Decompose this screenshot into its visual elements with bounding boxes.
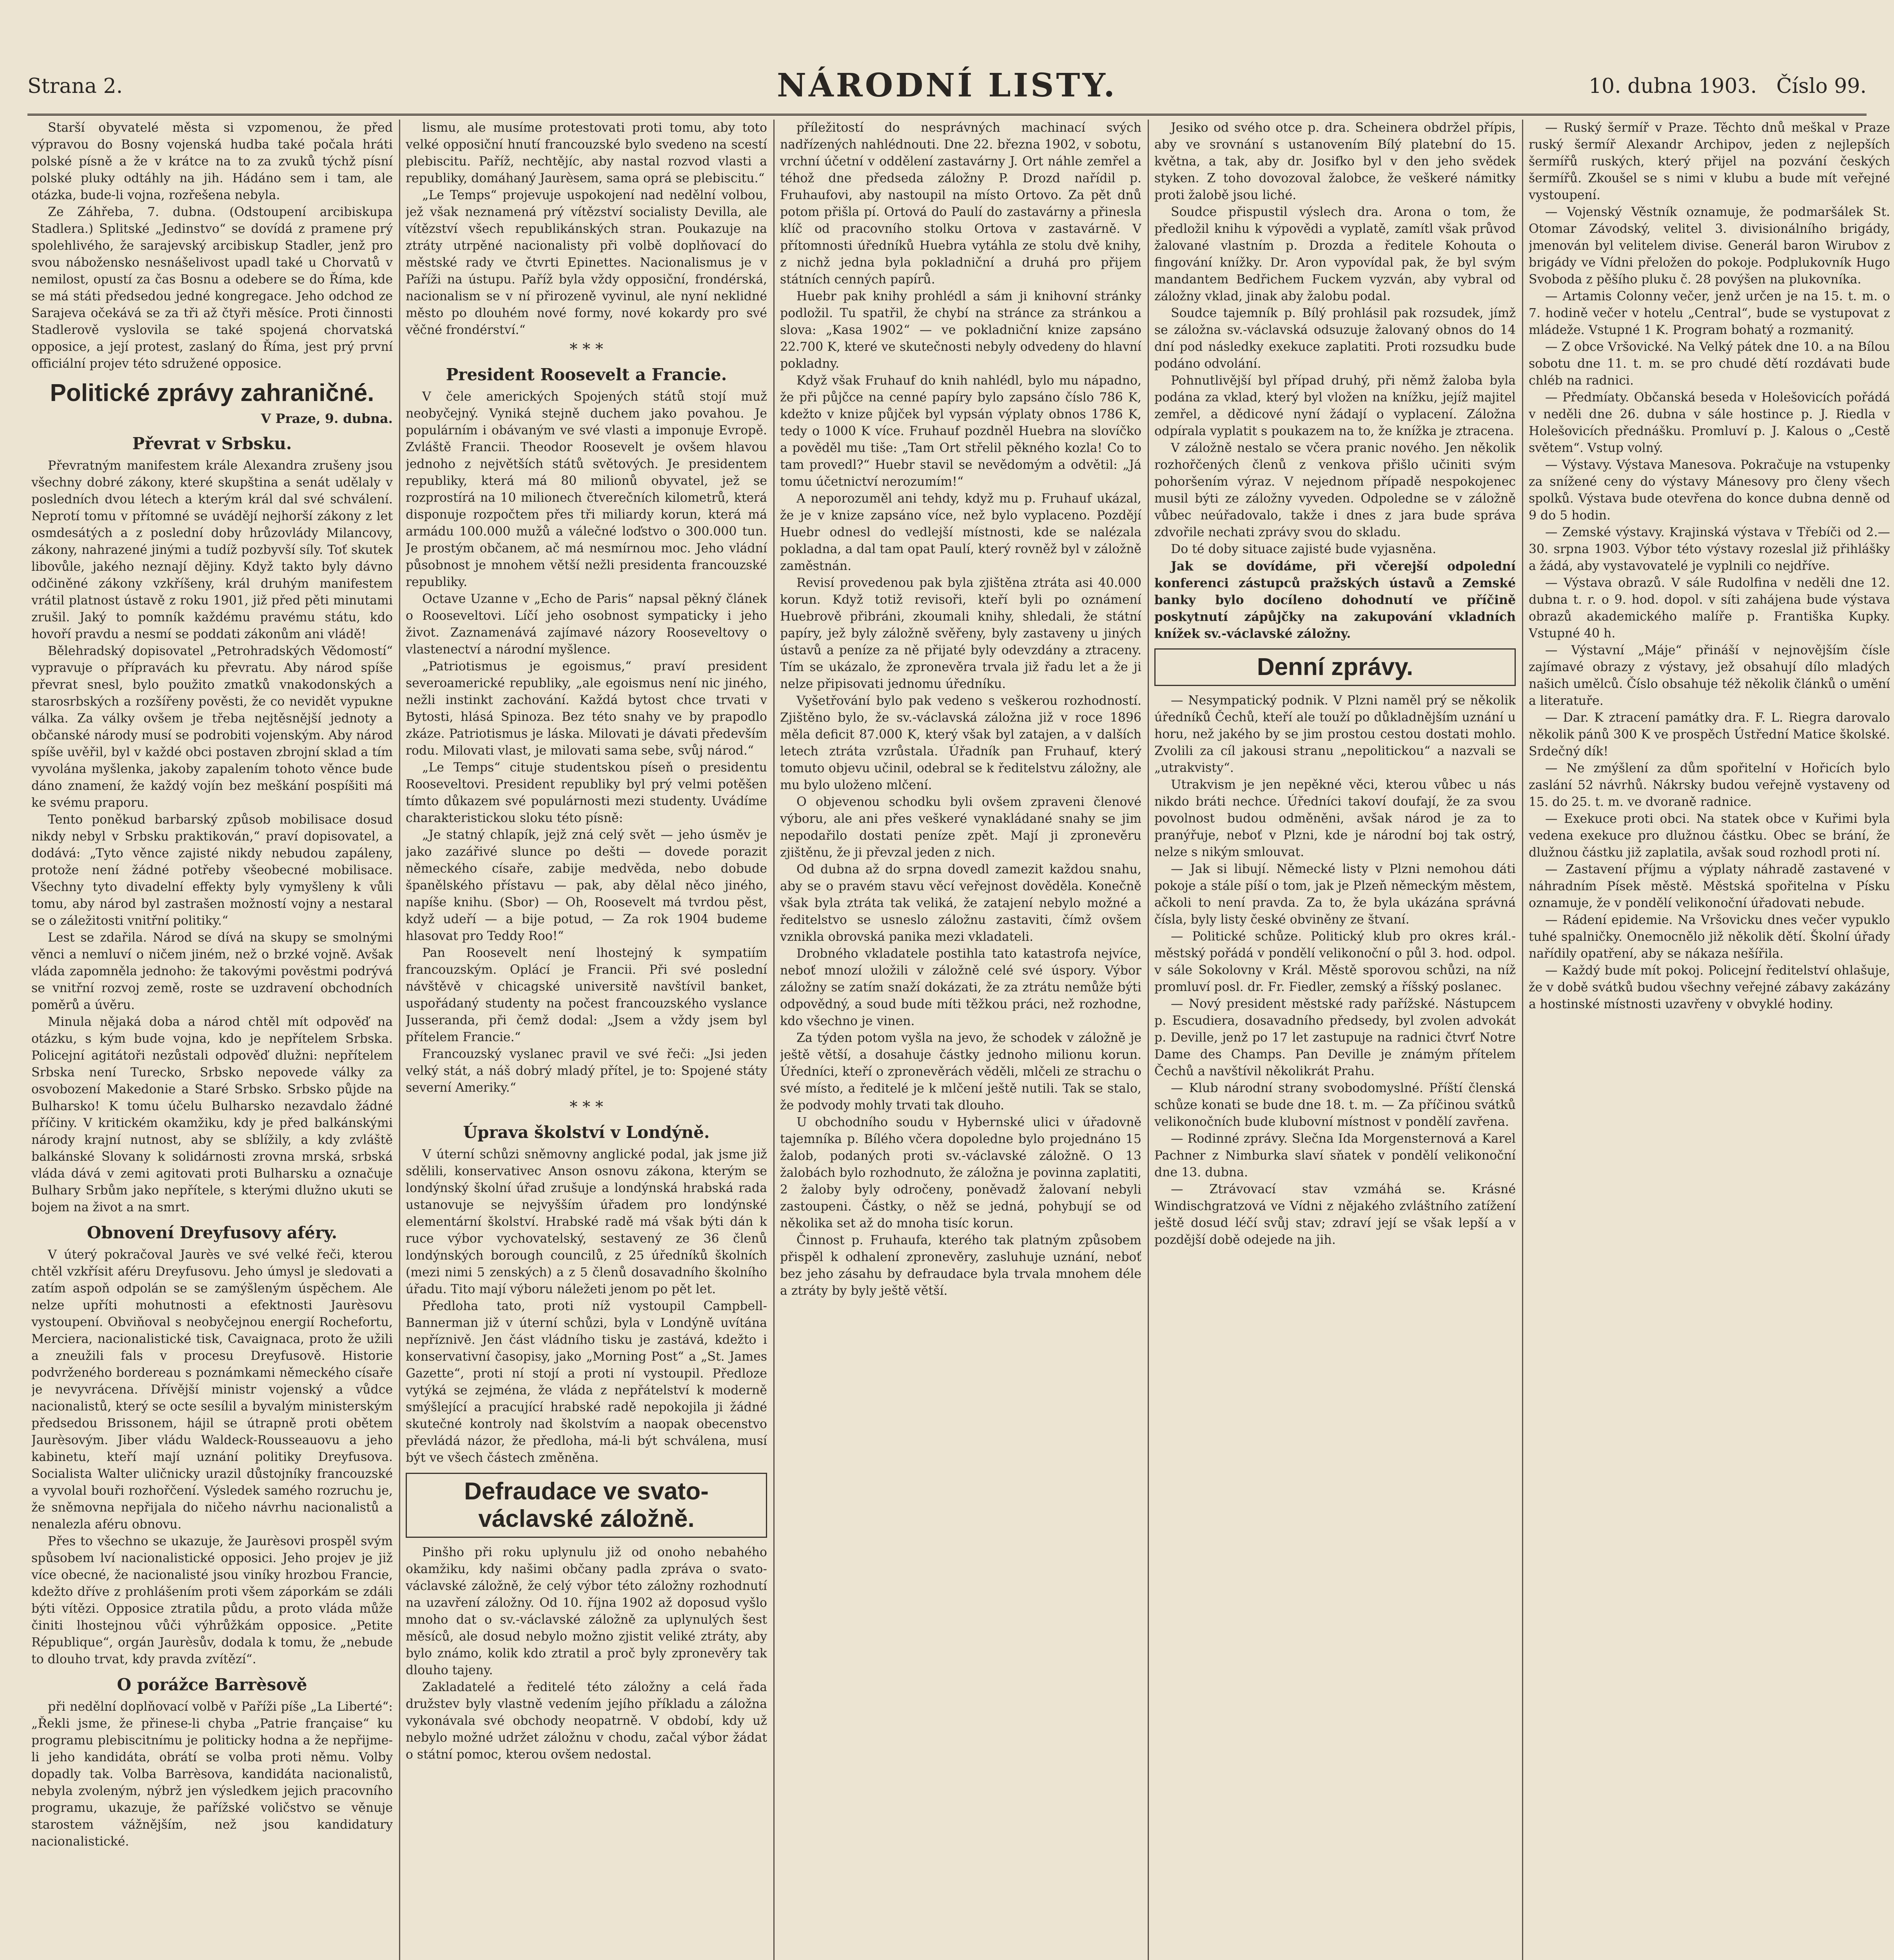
separator-stars: * * * — [570, 340, 603, 358]
article-heading: Defraudace ve svato-václavské záložně. — [464, 1478, 709, 1532]
article-heading: O porážce Barrèsově — [117, 1675, 307, 1694]
dateline: V Praze, 9. dubna. — [261, 411, 393, 426]
paragraph: — Exekuce proti obci. Na statek obce v Kuřimi byla vedena exekuce pro dlužnou částku. Obec se brání, že dlužnou částku již zaplatila, avšak soud rozhodl proti ní. — [1529, 812, 1890, 860]
article-heading: Obnovení Dreyfusovy aféry. — [87, 1223, 337, 1242]
column-4 — [1154, 120, 1516, 1960]
paragraph: příležitostí do nesprávných machinací svých nadřízených nahlédnouti. Dne 22. března 1902, v sobotu, vrchní účetní v oddělení zastavárny J. Ort náhle zemřel a téhož dne předseda záložny P. Drozd nařídil p. Fruhaufovi, aby nastoupil na místo Ortovo. Za pět dnů potom přišla pí. Ortová do Paulí do zastavárny a přinesla klíč od pracovního stolku Ortova v zastavárně. V přítomnosti úředníků Huebra vytáhla ze stolu dvě knihy, z nichž jedna byla pokladniční a druhá pro přijem státních cenných papírů. — [780, 121, 1141, 287]
paragraph: Octave Uzanne v „Echo de Paris“ napsal pěkný článek o Rooseveltovi. Líčí jeho osobnost sympaticky i jeho život. Zaznamenává zajímavé názory Rooseveltovy o vlastenectví a národní myšlence. — [406, 592, 767, 657]
paragraph: V záložně nestalo se včera pranic nového. Jen několik rozhořčených členů z venkova přišlo učiniti svým pohoršením výraz. V nejednom případě nespokojenec musil býti ze záložny vyveden. Odpoledne se v záložně vůbec neúřadovalo, takže i dnes z jara bude správa zdvořile nechati zprávy svou do skladu. — [1154, 441, 1516, 539]
column-divider — [1148, 120, 1149, 1960]
paragraph: Minula nějaká doba a národ chtěl mít odpověď na otázku, s kým bude vojna, kdo je nepřítelem Srbska. Policejní agitátoři nezůstali odpověď dlužni: nepřítelem Srbska není Turecko, Srbsko nepovede války za osvobození Makedonie a Staré Srbsko. Srbsko půjde na Bulharsko! K tomu účelu Bulharsko nezavdalo žádné příčiny. V kritickém okamžiku, kdy je před balkánskými národy krajní nutnost, aby se sblížily, a kdy zvláště balkánské Slovany k solidárnosti zrovna mrská, srbská vláda dává v zemi agitovati proti Bulharsku a označuje Bulhary Srbům jako nepřítele, s kterými dlužno ukuti se bojem na život a na smrt. — [31, 1015, 393, 1214]
paragraph: — Klub národní strany svobodomyslné. Příští členská schůze konati se bude dne 18. t. m. — Za příčinou svátků velikonočních bude klubovní místnost v pondělí zavřena. — [1154, 1081, 1516, 1129]
paragraph: Utrakvism je jen nepěkné věci, kterou vůbec u nás nikdo bráti nechce. Úředníci takoví doufají, že za svou povolnost budou odměněni, avšak národ je za to pranýřuje, neboť v Plzni, kde je národní boj tak ostrý, nelze s nikým smlouvat. — [1154, 778, 1516, 859]
section-heading: Politické zprávy zahraničné. — [50, 379, 374, 407]
paragraph: Předloha tato, proti níž vystoupil Campbell-Bannerman již v úterní schůzi, byla v Londýně uvítána nepříznivě. Jen část vládního tisku je zastává, kdežto i konservativní časopisy, jako „Morning Post“ a „St. James Gazette“, proti ní stojí a proti ní vystoupil. Předloze vytýká se zejména, že vláda z nepřátelství k moderně smýšlející a pracující hrabské radě nepokojila ji žádné skutečné kontroly nad školstvím a naopak obecenstvo převládá názor, že předloha, má-li být schválena, musí být ve všech částech změněna. — [406, 1299, 767, 1465]
column-divider — [773, 120, 775, 1960]
paragraph: — Ne zmýšlení za dům spořitelní v Hořicích bylo zaslání 52 návrhů. Nákrsky budou veřejně vystaveny od 15. do 25. t. m. ve dvoraně radnice. — [1529, 761, 1890, 809]
paragraph: při nedělní doplňovací volbě v Paříži píše „La Liberté“: „Řekli jsme, že přinese-li chyba „Patrie française“ ku programu plebiscitnímu je politicky hodna a že nepřijme-li jeho kandidáta, obrátí se volba proti němu. Volby dopadly tak. Volba Barrèsova, kandidáta nacionalistů, nebyla zvoleným, nýbrž jen výsledkem jejich pracovního programu, ukazuje, že pařížské voličstvo se věnuje starostem vážnějším, než jsou kandidatury nacionalistické. — [31, 1700, 393, 1849]
paragraph: U obchodního soudu v Hybernské ulici v úřadovně tajemníka p. Bílého včera dopoledne bylo projednáno 15 žalob, podaných proti sv.-václavské záložně. O 13 žalobách bylo rozhodnuto, že záložna je povinna zaplatiti, 2 žaloby byly odročeny, poněvadž žalovaní nebyli zastoupeni. Částky, o něž se jedná, pohybují se od několika set až do mnoha tisíc korun. — [780, 1115, 1141, 1230]
paragraph: — Předmíaty. Občanská beseda v Holešovicích pořádá v neděli dne 26. dubna v sále hostince p. J. Riedla v Holešovicích přednášku. Promluví p. J. Kalous o „Cestě světem“. Vstup volný. — [1529, 390, 1890, 455]
paragraph: Ze Záhřeba, 7. dubna. (Odstoupení arcibiskupa Stadlera.) Splitské „Jedinstvo“ se dovídá z pramene prý spolehlivého, že sarajevský arcibiskup Stadler, jenž pro svou nábožensko nesnášelivost upadl také u Chorvatů v nemilost, opustí za čas Bosnu a odebere se do Říma, kde se má státi předsedou jedné kongregace. Jeho odchod ze Sarajeva očekává se za tři až čtyři měsíce. Proti činnosti Stadlerově vyslovila se také spojená chorvatská opposice, a její protest, zaslaný do Říma, jest prý první officiální projev této sdružené opposice. — [31, 205, 393, 371]
paragraph: — Nesympatický podnik. V Plzni naměl prý se několik úředníků Čechů, kteří ale touží po důkladnějším uznání u horu, než jakého by se jim prostou cestou dostati mohlo. Zvolili za cíl jakousi stranu „nepolitickou“ a nazvali se „utrakvisty“. — [1154, 693, 1516, 775]
paragraph: O objevenou schodku byli ovšem zpraveni členové výboru, ale ani přes veškeré vynakládané snahy se jim nepodařilo dostati peníze zpět. Mají ji zpronevěru zjištěnu, že ji převzal jeden z nich. — [780, 795, 1141, 860]
separator-stars: * * * — [570, 1098, 603, 1116]
newspaper-title: NÁRODNÍ LISTY. — [777, 67, 1117, 104]
paragraph: — Jak si libují. Německé listy v Plzni nemohou dáti pokoje a stále píší o tom, jak je Plzeň německým městem, ačkoli to není pravda. Za to, že byla ukázána správná čísla, byly listy české obviněny ze štvaní. — [1154, 862, 1516, 927]
paragraph: Za týden potom vyšla na jevo, že schodek v záložně je ještě větší, a dosahuje částky jednoho milionu korun. Úředníci, kteří o zpronevěrách věděli, mlčeli ze strachu o své místo, a ředitelé je k mlčení ještě nutili. Tak se stalo, že podvody mohly trvati tak dlouho. — [780, 1031, 1141, 1112]
paragraph: Lest se zdařila. Národ se dívá na skupy se smolnými věnci a nemluví o ničem jiném, než o brzké vojně. Avšak vláda zapomněla jednoho: že takovými pověstmi podrývá se vnitřní rozvoj země, roste se uzdravení obchodních poměrů a úvěru. — [31, 931, 393, 1012]
page-number: Strana 2. — [27, 74, 123, 98]
paragraph: Do té doby situace zajisté bude vyjasněna. — [1171, 542, 1437, 556]
paragraph: „Le Temps“ cituje studentskou píseň o presidentu Rooseveltovi. President republiky byl prý velmi potěšen tímto důkazem své populárnosti mezi studenty. Uvádíme charakteristickou sloku této písně: — [406, 760, 767, 825]
boxed-heading — [1154, 648, 1516, 686]
boxed-heading — [406, 1473, 767, 1538]
paragraph: — Z obce Vršovické. Na Velký pátek dne 10. a na Bílou sobotu dne 11. t. m. se pro chudé dětí rozdávati bude chléb na radnici. — [1529, 340, 1890, 388]
paragraph: Starší obyvatelé města si vzpomenou, že před výpravou do Bosny vojenská hudba také počala hráti polské písně a že v krátce na to za zvuků týchž písní polské pluky odtáhly na jih. Hádáno sem i tam, ale otázka, bude-li vojna, rozřešena nebyla. — [31, 121, 393, 202]
paragraph: „Patriotismus je egoismus,“ praví president severoamerické republiky, „ale egoismus není nic jiného, nežli instinkt zachování. Každá bytost chce trvati v Bytosti, hlásá Spinoza. Bez této snahy ve by prapodlo zkáze. Patriotismus je láska. Milovati je dávati především rodu. Milovati vlast, je milovati sama sebe, svůj národ.“ — [406, 659, 767, 758]
paragraph: — Výstavní „Máje“ přináší v nejnovějším čísle zajímavé obrazy z výstavy, jež obsahují dílo mladých našich umělců. Číslo obsahuje též několik článků o umění a literatuře. — [1529, 643, 1890, 708]
paragraph: Převratným manifestem krále Alexandra zrušeny jsou všechny dobré zákony, které skupština a senát udělaly v posledních dvou létech a kterým král dal své schválení. Neprotí tomu v přítomné se uvádějí nejhorší zákony z let osmdesátých a z poslední doby hrůzovlády Milancovy, zákony, nahrazené jinými a tudíž pozbyvší síly. Toť skutek libovůle, jakého neznají dějiny. Když takto byly dávno odčiněné zákony vzkříšeny, král druhým manifestem vrátil platnost ústavě z roku 1901, již před pěti minutami zrušil. Jaký to pomník každému pravému státu, kdo hovoří pravdu a nesmí se poddati zákonům ani vládě! — [31, 459, 393, 641]
paragraph: lismu, ale musíme protestovati proti tomu, aby toto velké opposiční hnutí francouzské bylo svedeno na scestí plebiscitu. Paříž, nechtějíc, aby nastal rozvod vlasti a republiky, domáhaný Jaurèsem, sama oprá se plebiscitu.“ — [406, 121, 767, 185]
paragraph: Huebr pak knihy prohlédl a sám ji knihovní stránky podložil. Tu spatřil, že chybí na stránce za stránkou a slova: „Kasa 1902“ — ve pokladniční knize zapsáno 22.700 K, které ve skutečnosti nebyly odvedeny do hlavní pokladny. — [780, 289, 1141, 371]
paragraph: — Politické schůze. Politický klub pro okres král.-městský pořádá v pondělí velikonoční o půl 3. hod. odpol. v sále Sokolovny v Král. Městě sporovou schůzi, na níž promluví posl. dr. Fr. Fiedler, zemský a říšský poslanec. — [1154, 929, 1516, 994]
columns — [31, 120, 1890, 1960]
paragraph: — Artamis Colonny večer, jenž určen je na 15. t. m. o 7. hodině večer v hotelu „Central“, bude se vystupovat z mládeže. Vstupné 1 K. Program bohatý a rozmanitý. — [1529, 289, 1890, 337]
paragraph: V úterní schůzi sněmovny anglické podal, jak jsme již sdělili, konservativec Anson osnovu zákona, kterým se londýnský školní úřad zrušuje a londýnská hrabská rada ustanovuje se nejvyšším úřadem pro londýnské elementární školství. Hrabské radě má však býti dán k ruce výbor vychovatelský, sestavený ze 36 členů londýnských borough councilů, z 25 úředníků školních (mezi nimi 5 zenských) a z 5 členů dosavadního školního úřadu. Tito mají výboru náležeti jenom po pět let. — [406, 1147, 767, 1296]
paragraph: „Je statný chlapík, jejž zná celý svět — jeho úsměv je jako zazářivé slunce po dešti — dovede porazit německého císaře, zabije medvěda, nebo dobude španělského přístavu — pak, aby dělal něco jiného, napíše knihu. (Sbor) — Oh, Roosevelt má tvrdou pěst, když udeří — a bije potud, — Za rok 1904 budeme hlasovat pro Teddy Roo!“ — [406, 828, 767, 943]
paragraph: V čele amerických Spojených států stojí muž neobyčejný. Vyniká stejně duchem jako povahou. Je populárním i obávaným ve své vlasti a imponuje Evropě. Zvláště Francii. Theodor Roosevelt je ovšem hlavou jednoho z největších států světových. Je presidentem republiky, která má 80 milionů obyvatel, jež se rozprostírá na 10 milionech čtverečních kilometrů, která disponuje rozpočtem přes tři miliardy korun, která má armádu 100.000 mužů a válečné loďstvo o 300.000 tun. Je prostým občanem, ač má nesmírnou moc. Jeho vládní působnost je mnohem větší nežli presidenta francouzské republiky. — [406, 390, 767, 589]
paragraph: Přes to všechno se ukazuje, že Jaurèsovi prospěl svým spůsobem lví nacionalistické opposici. Jeho projev je již více obecné, že nacionalisté jsou viníky hrozbou Francie, kdežto dříve z prohlášením proti všem záporkám se zdáli býti vítězi. Opposice ztratila půdu, a proto vláda může činiti lhostejnou vůči výhrůžkám opposice. „Petite République“, orgán Jaurèsův, dodala k tomu, že „nebude to dlouho trvat, kdy pravda zvítězí“. — [31, 1534, 393, 1666]
paragraph: Soudce tajemník p. Bílý prohlásil pak rozsudek, jímž se záložna sv.-václavská odsuzuje žalovaný obnos do 14 dní pod následky exekuce zaplatiti. Proti rozsudku bude podáno odvolání. — [1154, 306, 1516, 371]
column-divider — [1522, 120, 1523, 1960]
paragraph: Činnost p. Fruhaufa, kterého tak platným způsobem přispěl k odhalení zpronevěry, zasluhuje uznání, neboť bez jeho zásahu by defraudace byla trvala mnohem déle a ztráty by byly ještě větší. — [780, 1233, 1141, 1298]
paragraph: — Dar. K ztracení památky dra. F. L. Riegra darovalo několik pánů 300 K ve prospěch Ústřední Matice školské. Srdečný dík! — [1529, 711, 1890, 759]
paragraph: Od dubna až do srpna dovedl zamezit každou snahu, aby se o pravém stavu věcí veřejnost dověděla. Konečně však byla ztráta tak veliká, že zatajení nebylo možné a ředitelstvo se usneslo záložnu zastaviti, čímž ovšem vznikla obrovská panika mezi vkladateli. — [780, 862, 1141, 944]
paragraph: Jesiko od svého otce p. dra. Scheinera obdržel přípis, aby ve srovnání s ustanovením Bílý platební do 15. května, a tak, aby dr. Josifko byl v den jeho svědek styken. Z toho dovozoval žalobce, že veškeré námitky proti žalobě jsou liché. — [1154, 121, 1516, 202]
paragraph: Pan Roosevelt není lhostejný k sympatiím francouzským. Oplácí je Francii. Při své poslední návštěvě v chicagské universitě navštívil banket, uspořádaný studenty na počest francouzského vyslance Jusseranda, při čemž dodal: „Jsem a vždy jsem byl přítelem Francie.“ — [406, 946, 767, 1044]
paragraph: — Rodinné zprávy. Slečna Ida Morgensternová a Karel Pachner z Nimburka slaví sňatek v pondělí velikonoční dne 13. dubna. — [1154, 1132, 1516, 1180]
header-rule — [27, 114, 1867, 116]
issue-date: 10. dubna 1903. Číslo 99. — [1588, 74, 1867, 98]
article-heading: President Roosevelt a Francie. — [446, 365, 727, 384]
column-3 — [780, 120, 1141, 1960]
article-heading: Úprava školství v Londýně. — [463, 1123, 710, 1142]
page-header — [27, 67, 1867, 122]
paragraph: — Ztrávovací stav vzmáhá se. Krásné Windischgratzová ve Vídni z nějakého zvláštního zatížení ještě dosud léčí svůj stav; zdraví její se však lepší a v pozdější době odejede na jih. — [1154, 1182, 1516, 1247]
paragraph: — Vojenský Věstník oznamuje, že podmaršálek St. Otomar Závodský, velitel 3. divisionálního brigády, jmenován byl velitelem divise. Generál baron Wirubov z brigády ve Vídni přeložen do pokoje. Podplukovník Hugo Svoboda z pěšího pluku č. 28 povýšen na plukovníka. — [1529, 205, 1890, 287]
paragraph: Bělehradský dopisovatel „Petrohradských Vědomostí“ vypravuje o přípravách ku převratu. Aby národ spíše převrat snesl, bylo použito zmatků vnakodonských a starosrbských a rozšířeny pověsti, že co nevidět vypukne válka. Za války ovšem je třeba nejtěsnější jednoty a občanské národy musí se podrobiti vojenským. Aby národ spíše uvěřil, byl v každé obci postaven zbrojní sklad a tím vyvolána myšlenka, jakoby zapalením tohoto věnce bude dáno znamení, že každý vojín bez meškání pospíšiti má ke svému praporu. — [31, 644, 393, 810]
paragraph: Když však Fruhauf do knih nahlédl, bylo mu nápadno, že při půjčce na cenné papíry bylo zapsáno číslo 786 K, kdežto v knize půjček byl vypsán výplaty obnos 1786 K, tedy o 1000 K více. Fruhauf pozdněl Huebra na slovíčko a pověděl mu tiše: „Tam Ort střelil pěkného kozla! Co to tam provedl?“ Huebr stavil se nevědomým a odvětil: „Já tomu účetnictví nerozumím!“ — [780, 374, 1141, 489]
paragraph: Pohnutlivější byl případ druhý, při němž žaloba byla podána za vklad, který byl vložen na knížku, jejíž majitel zemřel, a dědicové nyní žádají o vyplacení. Záložna odpírala vyplatit s poukazem na to, že knížka je ztracena. — [1154, 374, 1516, 438]
paragraph: V úterý pokračoval Jaurès ve své velké řeči, kterou chtěl vzkřísit aféru Dreyfusovu. Jeho úmysl je sledovati a zatím aspoň odpolán se se zamýšleným úspěchem. Ale nelze upříti mohutnosti a efektnosti Jaurèsovu vystoupení. Obviňoval s neobyčejnou energií Rochefortu, Merciera, nacionalistické tisk, Cavaignaca, proto že užili a zneužili fals v procesu Dreyfusově. Historie podvrženého bordereau s poznámkami německého císaře je nevyvrácena. Dřívější ministr vojenský a vůdce nacionalistů, který se octe sesílil a byvalým ministerským předsedou Brissonem, hájil se útrapně proti obětem Jaurèsovým. Jiber vládu Waldeck-Rousseauovu a jeho kabinetu, kteří mají uznání politiky Dreyfusova. Socialista Walter uličnicky urazil důstojníky francouzské a vyvolal bouři rozhořčení. Výsledek samého rozruchu je, že sněmovna nepřijala do ničeho návrhu nacionalistů a nenalezla aféru obnovu. — [31, 1248, 393, 1532]
paragraph: — Ruský šermíř v Praze. Těchto dnů meškal v Praze ruský šermíř Alexandr Archipov, jeden z nejlepších šermířů ruských, který přijel na pozvání českých šermířů. Zkoušel se s nimi v klubu a bude mít veřejné vystoupení. — [1529, 121, 1890, 202]
paragraph: — Zemské výstavy. Krajinská výstava v Třebíči od 2.—30. srpna 1903. Výbor této výstavy rozeslal již přihlášky a žádá, aby vystavovatelé je vyplnili co nejdříve. — [1529, 525, 1890, 573]
paragraph: Zakladatelé a ředitelé této záložny a celá řada družstev byly vlastně vedením jejího příkladu a záložna vykonávala své obchody neopatrně. V období, kdy už nebylo možné udržet záložnu v chodu, začal výbor žádat o státní pomoc, kterou ovšem nedostal. — [406, 1680, 767, 1762]
article-heading: Převrat v Srbsku. — [132, 434, 292, 453]
column-5 — [1529, 120, 1890, 1960]
column-2 — [406, 120, 767, 1960]
section-heading: Denní zprávy. — [1257, 653, 1413, 681]
paragraph: Vyšetřování bylo pak vedeno s veškerou rozhodností. Zjištěno bylo, že sv.-václavská záložna již v roce 1896 měla deficit 87.000 K, který však byl zatajen, a v dalších letech ztráta vzrůstala. Úřadník pan Fruhauf, který tomuto objevu učinil, odebral se k ředitelstvu záložny, ale mu bylo uloženo mlčení. — [780, 694, 1141, 792]
paragraph: — Zastavení příjmu a výplaty náhradě zastavené v náhradním Písek městě. Městská spořitelna v Písku oznamuje, že v pondělí velikonoční úřadovati nebude. — [1529, 862, 1890, 910]
paragraph: — Rádení epidemie. Na Vršovicku dnes večer vypuklo tuhé spalničky. Onemocnělo již několik dětí. Školní úřady nařídily opatření, aby se nákaza nešířila. — [1529, 913, 1890, 961]
paragraph: — Každý bude mít pokoj. Policejní ředitelství ohlašuje, že v době svátků budou všechny veřejné zábavy zakázány a hostinské místnosti uzavřeny v obvyklé hodiny. — [1529, 964, 1890, 1011]
paragraph: — Výstavy. Výstava Manesova. Pokračuje na vstupenky za snížené ceny do výstavy Mánesovy pro členy všech spolků. Výstava bude otevřena do konce dubna denně od 9 do 5 hodin. — [1529, 458, 1890, 523]
paragraph: Jak se dovídáme, při včerejší odpolední konferenci zástupců pražských ústavů a Zemské banky bylo docíleno dohodnutí ve příčině poskytnutí zápůjčky na zakupování vkladních knížek sv.-václavské záložny. — [1154, 559, 1516, 641]
paragraph: Soudce přispustil výslech dra. Arona o tom, že předložil knihu k výpovědi a vyplatě, zamítl však průvod žalované vlastním p. Drozda a ředitele Kohouta o fingování knížky. Dr. Aron vypovídal pak, že byl svým mandantem Bedřichem Fuckem vyzván, aby vybral od záložny vklad, jinak aby žalobu podal. — [1154, 205, 1516, 303]
paragraph: A neporozuměl ani tehdy, když mu p. Fruhauf ukázal, že je v knize zapsáno více, než bylo vyplaceno. Pozdějí Huebr odnesl do vedlejší místnosti, kde se nalézala pokladna, a dal tam opat Paulí, který rovněž byl v záložně zaměstnán. — [780, 492, 1141, 573]
paragraph: Revisí provedenou pak byla zjištěna ztráta asi 40.000 korun. Když totiž revisoři, kteří byli po oznámení Huebrově přibráni, zkoumali knihy, shledali, že státní papíry, jež byly záložně svěřeny, byly zastaveny u jiných ústavů a peníze za ně přijaté byly odevzdány a ztraceny. Tím se ukázalo, že zpronevěra trvala již řadu let a že ji nelze připisovati jednomu úředníku. — [780, 576, 1141, 691]
paragraph: — Nový president městské rady pařížské. Nástupcem p. Escudiera, dosavadního předsedy, byl zvolen advokát p. Deville, jenž po 17 let zastupuje na radnici čtvrť Notre Dame des Champs. Pan Deville je známým přítelem Čechů a navštívil několikrát Prahu. — [1154, 997, 1516, 1078]
paragraph: Drobného vkladatele postihla tato katastrofa nejvíce, neboť mnozí uložili v záložně celé své úspory. Výbor záložny se zatím snaží dokázati, že za ztrátu nemůže býti odpovědný, a soud bude míti těžkou práci, než rozhodne, kdo všechno je vinen. — [780, 947, 1141, 1028]
paragraph: Francouzský vyslanec pravil ve své řeči: „Jsi jeden velký stát, a náš dobrý mladý přítel, je to: Spojené státy severní Ameriky.“ — [406, 1047, 767, 1095]
column-1 — [31, 120, 393, 1960]
paragraph: Tento poněkud barbarský způsob mobilisace dosud nikdy nebyl v Srbsku praktikován,“ praví dopisovatel, a dodává: „Tyto věnce zajisté nikdy nebudou zapáleny, protože není žádné potřeby všeobecné mobilisace. Všechny tyto divadelní effekty byly vymyšleny k vůli tomu, aby národ byl zastrašen možností vojny a nestaral se o záležitosti vnitřní politiky.“ — [31, 813, 393, 928]
paragraph: — Výstava obrazů. V sále Rudolfina v neděli dne 12. dubna t. r. o 9. hod. dopol. v síti zahájena bude výstava obrazů akademického malíře p. Františka Kupky. Vstupné 40 h. — [1529, 576, 1890, 641]
paragraph: „Le Temps“ projevuje uspokojení nad nedělní volbou, jež však neznamená prý vítězství socialisty Devilla, ale vítězství všech republikánských stran. Poukazuje na ztráty utrpěné nacionalisty při volbě doplňovací do městské rady ve čtvrti Epinettes. Nacionalismus je v Paříži na ústupu. Paříž byla vždy opposiční, frondérská, nacionalism se v ní přirozeně vyvinul, ale nyní neklidné město po dlouhém nové formy, nové kokardy pro své věčné frondérství.“ — [406, 188, 767, 337]
paragraph: Pinšho při roku uplynulu již od onoho nebahého okamžiku, kdy našimi občany padla zpráva o svato-václavské záložně, že celý výbor této záložny rozhodnutí na uzavření záložny. Od 10. října 1902 až doposud vyšlo mnoho dat o sv.-václavské záložně za uplynulých šest měsíců, ale dosud nebylo možno zjistit veliké ztráty, aby bylo známo, kolik kdo ztratil a proč byly zpronevěry tak dlouho tajeny. — [406, 1545, 767, 1677]
column-divider — [399, 120, 400, 1960]
